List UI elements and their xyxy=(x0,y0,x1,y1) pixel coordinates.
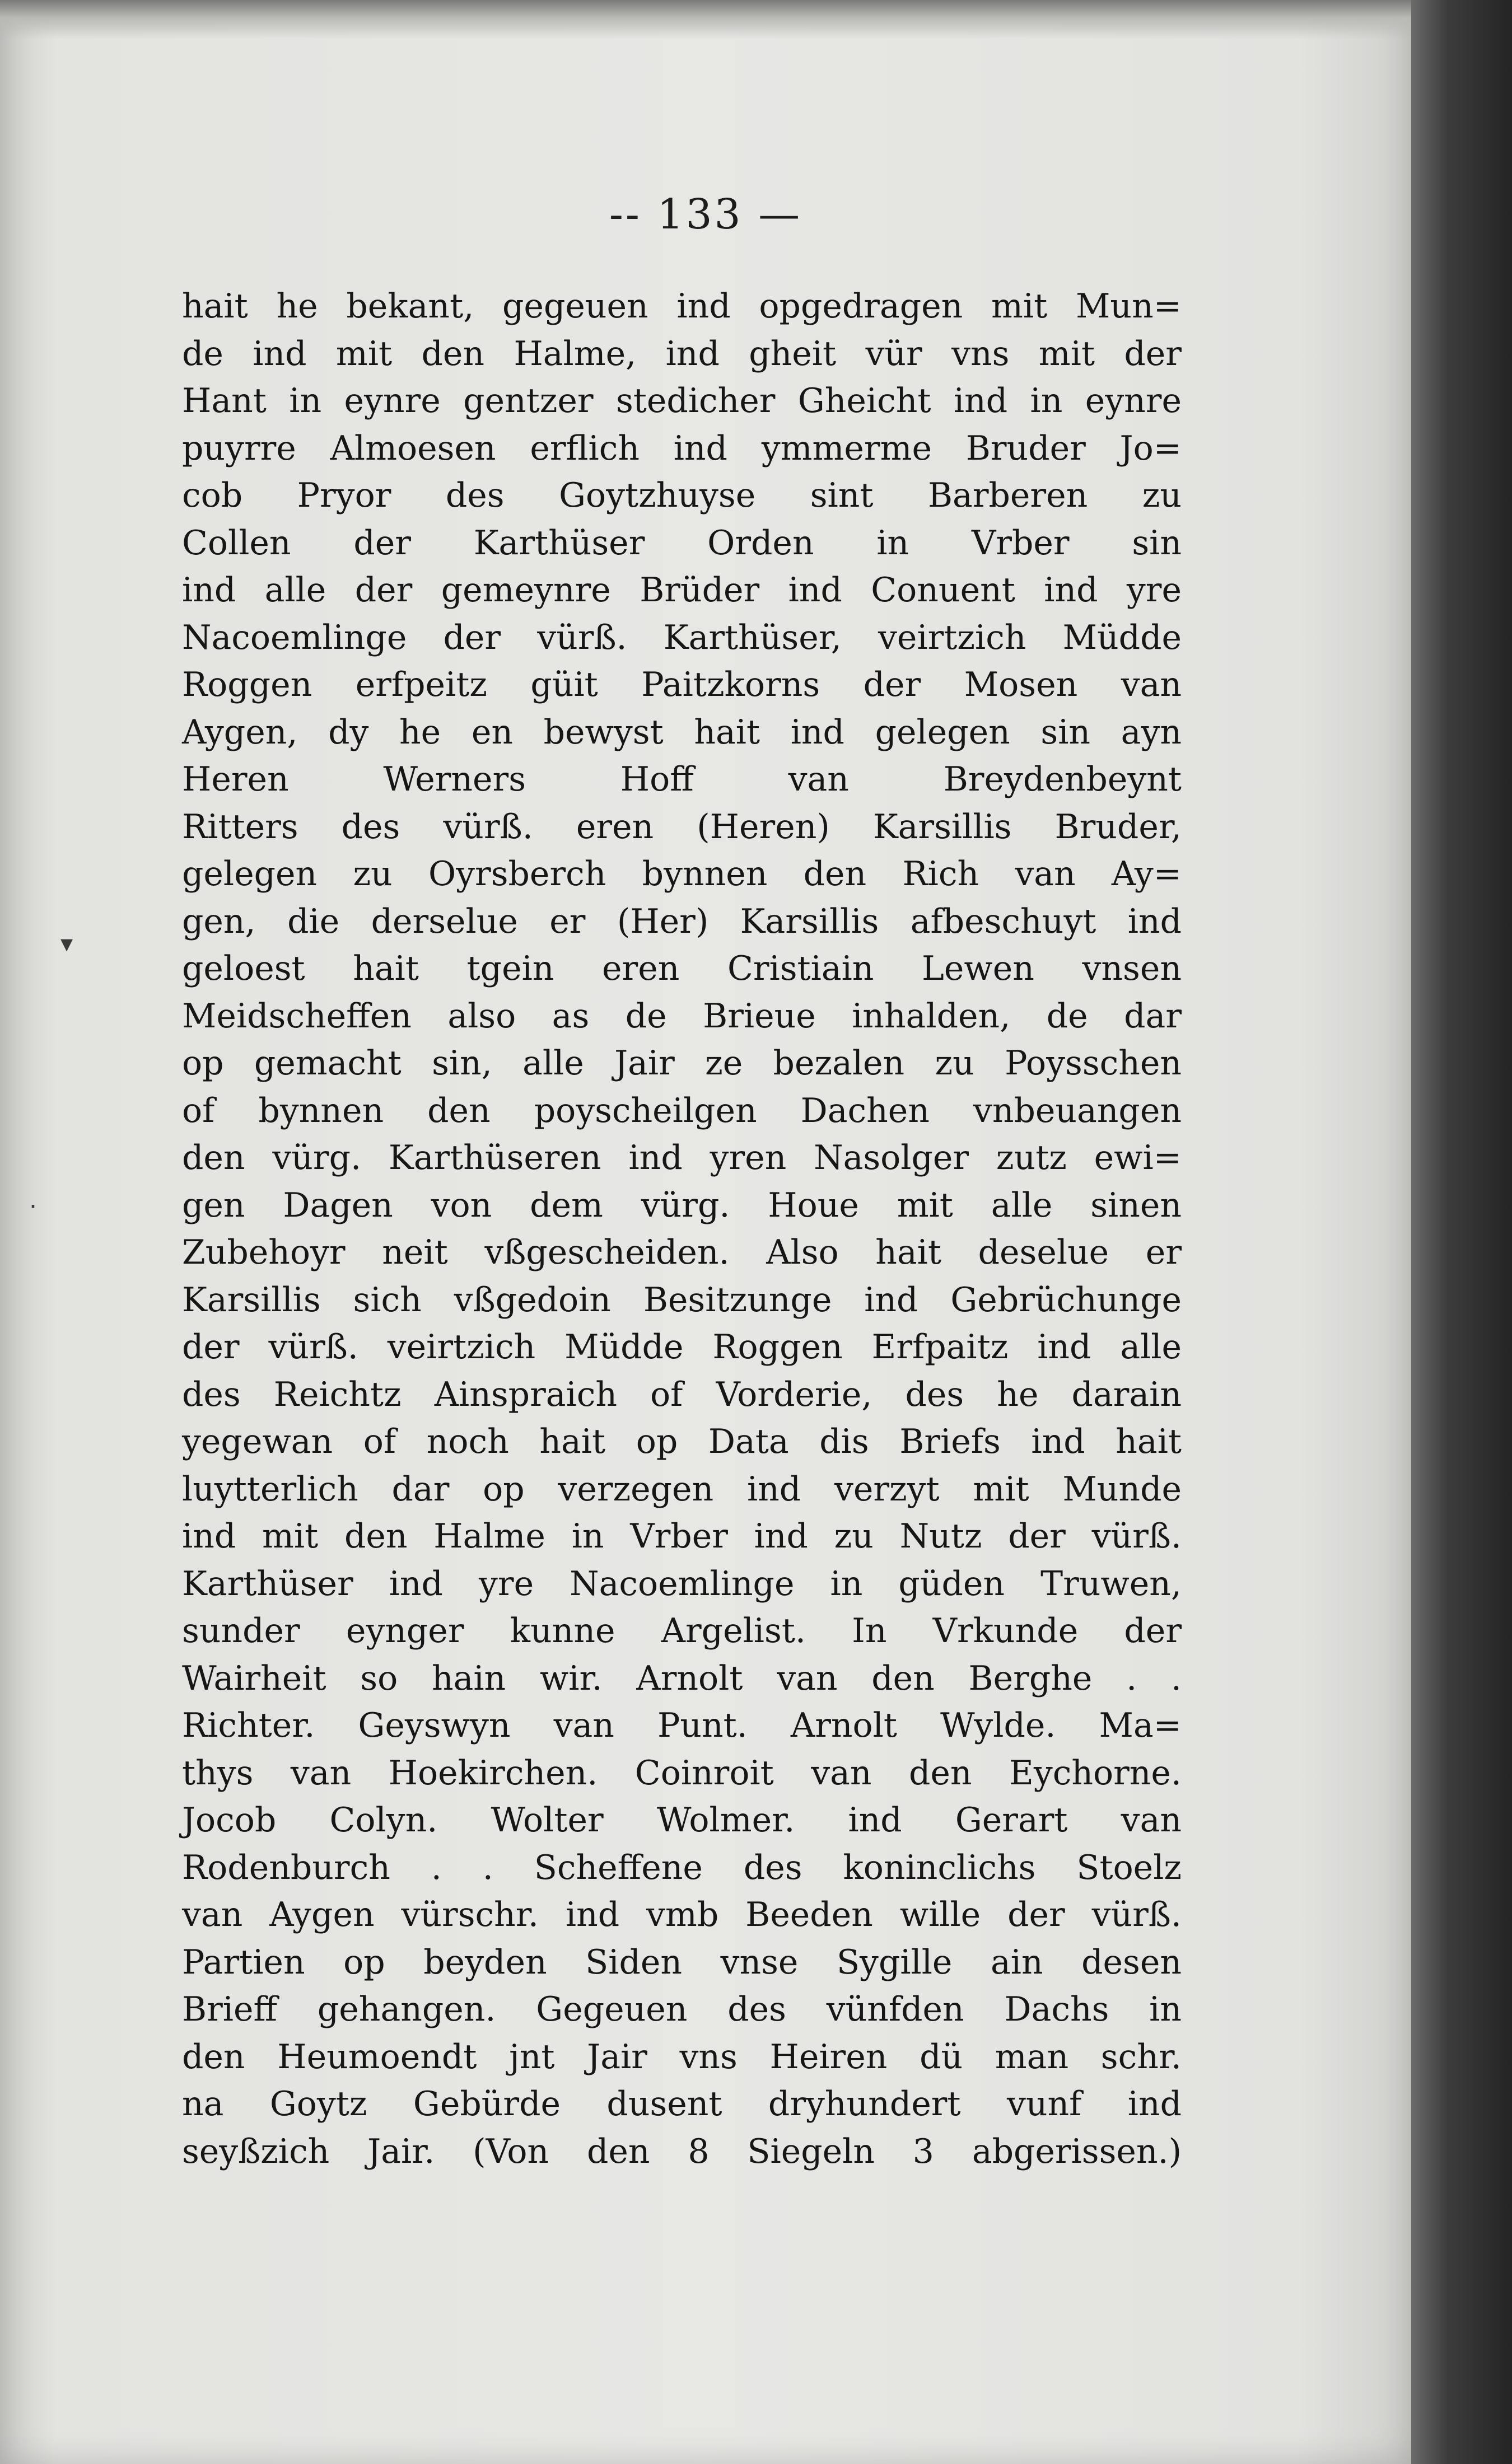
text-line: des Reichtz Ainspraich of Vorderie, des he darain xyxy=(182,1374,1182,1414)
text-line: Nacoemlinge der vürß. Karthüser, veirtzich Müdde xyxy=(182,618,1182,657)
page-top-edge xyxy=(0,0,1411,39)
text-line: Heren Werners Hoff van Breydenbeynt xyxy=(182,760,1182,799)
text-line: luytterlich dar op verzegen ind verzyt mit Munde xyxy=(182,1469,1182,1509)
text-line: na Goytz Gebürde dusent dryhundert vunf ind xyxy=(182,2084,1182,2124)
text-line: den Heumoendt jnt Jair vns Heiren dü man schr. xyxy=(182,2037,1182,2077)
text-line: Roggen erfpeitz güit Paitzkorns der Mosen van xyxy=(182,665,1182,704)
text-line: seyßzich Jair. (Von den 8 Siegeln 3 abgerissen.) xyxy=(182,2131,1182,2171)
text-line: gen, die derselue er (Her) Karsillis afbeschuyt ind xyxy=(182,901,1182,941)
text-line: Jocob Colyn. Wolter Wolmer. ind Gerart van xyxy=(182,1801,1182,1840)
text-line: ind mit den Halme in Vrber ind zu Nutz der vürß. xyxy=(182,1517,1182,1556)
text-line: geloest hait tgein eren Cristiain Lewen vnsen xyxy=(182,949,1182,988)
text-line: Partien op beyden Siden vnse Sygille ain desen xyxy=(182,1942,1182,1982)
text-line: Zubehoyr neit vßgescheiden. Also hait deselue er xyxy=(182,1233,1182,1272)
text-line: hait he bekant, gegeuen ind opgedragen mit Mun= xyxy=(182,287,1182,326)
page-number-header: -- 133 — xyxy=(609,190,802,239)
text-line: Rodenburch . . Scheffene des koninclichs Stoelz xyxy=(182,1848,1182,1887)
text-line: van Aygen vürschr. ind vmb Beeden wille der vürß. xyxy=(182,1895,1182,1934)
margin-dot-icon: · xyxy=(29,1193,37,1221)
margin-arrow-icon: ▾ xyxy=(60,929,73,958)
text-line: ind alle der gemeynre Brüder ind Conuent ind yre xyxy=(182,571,1182,610)
text-line: Hant in eynre gentzer stedicher Gheicht ind in eynre xyxy=(182,381,1182,420)
text-line: cob Pryor des Goytzhuyse sint Barberen zu xyxy=(182,476,1182,515)
page-body-text xyxy=(182,283,1182,2175)
text-line: Karthüser ind yre Nacoemlinge in güden Truwen, xyxy=(182,1564,1182,1603)
text-line: yegewan of noch hait op Data dis Briefs ind hait xyxy=(182,1422,1182,1461)
text-line: Richter. Geyswyn van Punt. Arnolt Wylde. Ma= xyxy=(182,1706,1182,1745)
text-line: gelegen zu Oyrsberch bynnen den Rich van Ay= xyxy=(182,854,1182,894)
text-line: Collen der Karthüser Orden in Vrber sin xyxy=(182,523,1182,563)
text-line: Ritters des vürß. eren (Heren) Karsillis Bruder, xyxy=(182,807,1182,847)
text-line: gen Dagen von dem vürg. Houe mit alle sinen xyxy=(182,1185,1182,1225)
text-line: Karsillis sich vßgedoin Besitzunge ind Gebrüchunge xyxy=(182,1280,1182,1320)
text-line: de ind mit den Halme, ind gheit vür vns mit der xyxy=(182,334,1182,373)
binding-shadow xyxy=(1411,0,1512,2464)
text-line: Wairheit so hain wir. Arnolt van den Berghe . . xyxy=(182,1658,1182,1698)
text-line: sunder eynger kunne Argelist. In Vrkunde der xyxy=(182,1611,1182,1651)
text-line: Aygen, dy he en bewyst hait ind gelegen sin ayn xyxy=(182,712,1182,752)
text-line: Meidscheffen also as de Brieue inhalden, de dar xyxy=(182,996,1182,1036)
text-line: of bynnen den poyscheilgen Dachen vnbeuangen xyxy=(182,1091,1182,1130)
text-line: der vürß. veirtzich Müdde Roggen Erfpaitz ind alle xyxy=(182,1327,1182,1367)
text-line: Brieff gehangen. Gegeuen des vünfden Dachs in xyxy=(182,1990,1182,2029)
text-line: den vürg. Karthüseren ind yren Nasolger zutz ewi= xyxy=(182,1138,1182,1177)
text-line: thys van Hoekirchen. Coinroit van den Eychorne. xyxy=(182,1753,1182,1793)
text-line: puyrre Almoesen erflich ind ymmerme Bruder Jo= xyxy=(182,428,1182,468)
text-line: op gemacht sin, alle Jair ze bezalen zu Poysschen xyxy=(182,1044,1182,1083)
